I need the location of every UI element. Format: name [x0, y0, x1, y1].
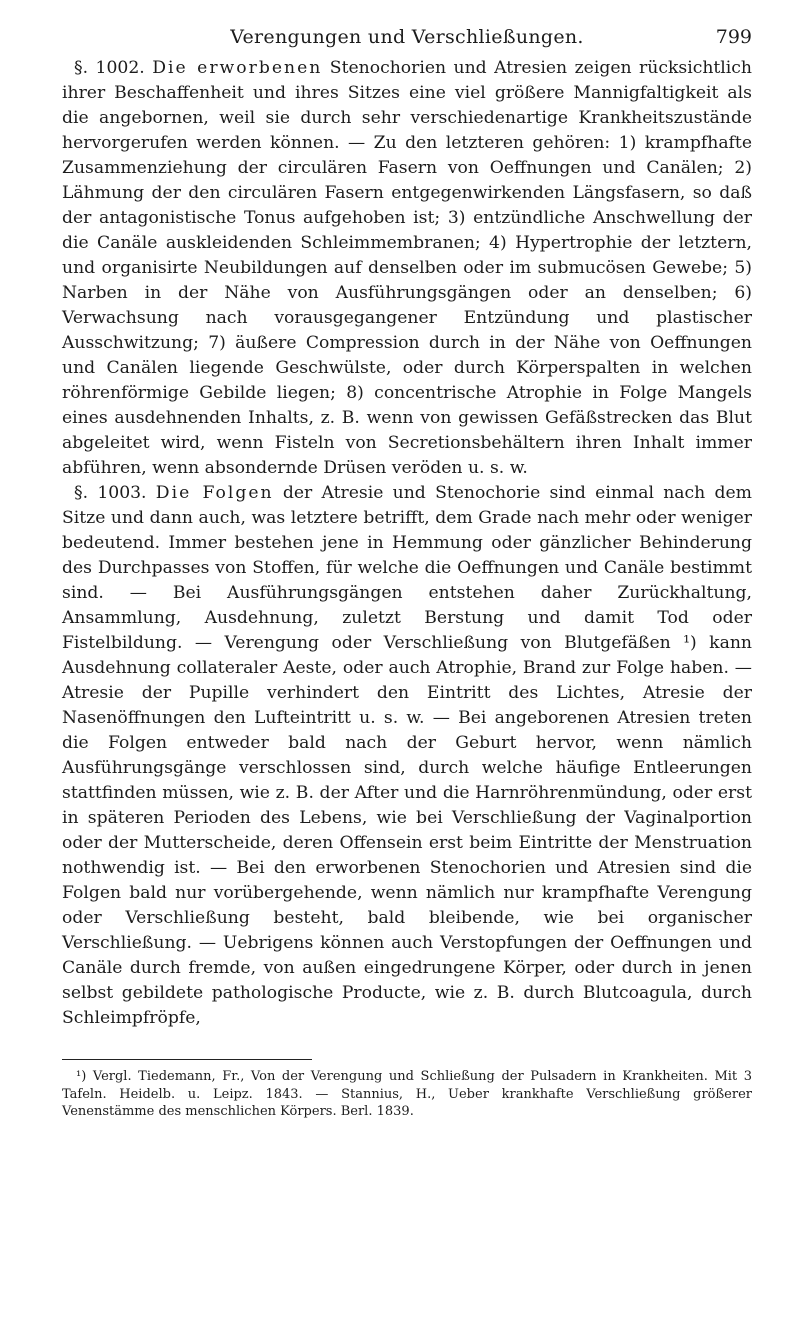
page-number: 799: [715, 26, 752, 48]
section-number: §. 1002.: [74, 58, 145, 78]
section-lead: Die Folgen: [155, 483, 274, 503]
footnote: ¹) Vergl. Tiedemann, Fr., Von der Verengung und Schließung der Pulsadern in Krankheiten. Mit 3 Tafeln. Heidelb. u. Leipz. 1843. — Stannius, H., Ueber krankhafte Verschließung größerer Venenstämme des menschlichen Körpers. Berl. 1839.: [62, 1069, 752, 1119]
paragraph-text: Stenochorien und Atresien zeigen rücksichtlich ihrer Beschaffenheit und ihres Sitzes eine viel größere Mannigfaltigkeit als die angebornen, weil sie durch sehr verschiedenartige Krankheitszustände hervorgerufen werden können. — Zu den letzteren gehören: 1) krampfhafte Zusammenziehung der circulären Fasern von Oeffnungen und Canälen; 2) Lähmung der den circulären Fasern entgegenwirkenden Längsfasern, so daß der antagonistische Tonus aufgehoben ist; 3) entzündliche Anschwellung der die Canäle auskleidenden Schleimmembranen; 4) Hypertrophie der letztern, und organisirte Neubildungen auf denselben oder im submucösen Gewebe; 5) Narben in der Nähe von Ausführungsgängen oder an denselben; 6) Verwachsung nach vorausgegangener Entzündung und plastischer Ausschwitzung; 7) äußere Compression durch in der Nähe von Oeffnungen und Canälen liegende Geschwülste, oder durch Körperspalten in welchen röhrenförmige Gebilde liegen; 8) concentrische Atrophie in Folge Mangels eines ausdehnenden Inhalts, z. B. wenn von gewissen Gefäßstrecken das Blut abgeleitet wird, wenn Fisteln von Secretionsbehältern ihren Inhalt immer abführen, wenn absondernde Drüsen veröden u. s. w.: [62, 58, 752, 478]
body-text: [62, 56, 752, 1031]
paragraph-1003: [62, 481, 752, 1031]
section-lead: Die erworbenen: [152, 58, 323, 78]
running-head: [62, 20, 752, 54]
running-title: Verengungen und Verschließungen.: [230, 26, 584, 48]
paragraph-text: der Atresie und Stenochorie sind einmal nach dem Sitze und dann auch, was letztere betrifft, dem Grade nach mehr oder weniger bedeutend. Immer bestehen jene in Hemmung oder gänzlicher Behinderung des Durchpasses von Stoffen, für welche die Oeffnungen und Canäle bestimmt sind. — Bei Ausführungsgängen entstehen daher Zurückhaltung, Ansammlung, Ausdehnung, zuletzt Berstung und damit Tod oder Fistelbildung. — Verengung oder Verschließung von Blutgefäßen ¹) kann Ausdehnung collateraler Aeste, oder auch Atrophie, Brand zur Folge haben. — Atresie der Pupille verhindert den Eintritt des Lichtes, Atresie der Nasenöffnungen den Lufteintritt u. s. w. — Bei angeborenen Atresien treten die Folgen entweder bald nach der Geburt hervor, wenn nämlich Ausführungsgänge verschlossen sind, durch welche häufige Entleerungen stattfinden müssen, wie z. B. der After und die Harnröhrenmündung, oder erst in späteren Perioden des Lebens, wie bei Verschließung der Vaginalportion oder der Mutterscheide, deren Offensein erst beim Eintritte der Menstruation nothwendig ist. — Bei den erworbenen Stenochorien und Atresien sind die Folgen bald nur vorübergehende, wenn nämlich nur krampfhafte Verengung oder Verschließung besteht, bald bleibende, wie bei organischer Verschließung. — Uebrigens können auch Verstopfungen der Oeffnungen und Canäle durch fremde, von außen eingedrungene Körper, oder durch in jenen selbst gebildete pathologische Producte, wie z. B. durch Blutcoagula, durch Schleimpfröpfe,: [62, 483, 752, 1028]
footnote-separator: [62, 1059, 312, 1060]
paragraph-1002: [62, 56, 752, 481]
section-number: §. 1003.: [74, 483, 147, 503]
